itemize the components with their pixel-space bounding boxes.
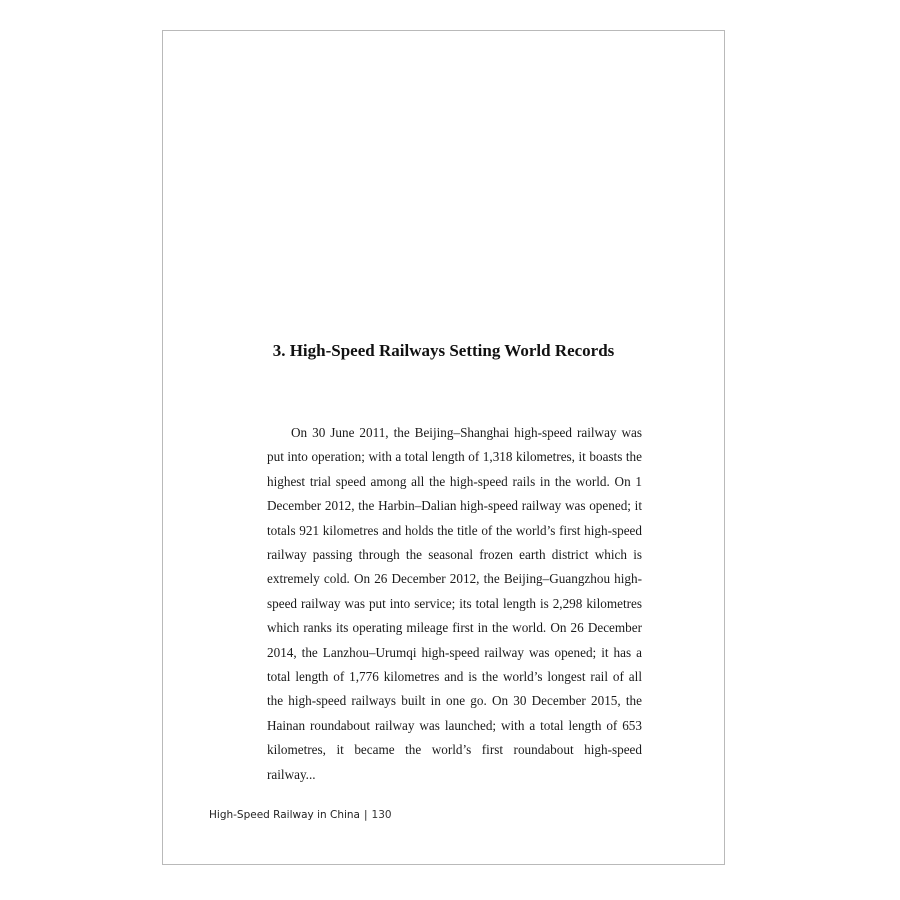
section-heading: 3. High-Speed Railways Setting World Records [272,341,615,360]
page-footer [209,809,392,821]
footer-separator: | [363,809,368,821]
footer-book-title: High-Speed Railway in China [209,809,360,821]
book-page [162,30,725,865]
page-number: 130 [371,809,392,821]
body-paragraph: On 30 June 2011, the Beijing–Shanghai high-speed railway was put into operation; with a total length of 1,318 kilometres, it boasts the highest trial speed among all the high-speed rails in the world. On 1 December 2012, the Harbin–Dalian high-speed railway was opened; it totals 921 kilometres and holds the title of the world’s first high-speed railway passing through the seasonal frozen earth district which is extremely cold. On 26 December 2012, the Beijing–Guangzhou high-speed railway was put into service; its total length is 2,298 kilometres which ranks its operating mileage first in the world. On 26 December 2014, the Lanzhou–Urumqi high-speed railway was opened; it has a total length of 1,776 kilometres and is the world’s longest rail of all the high-speed railways built in one go. On 30 December 2015, the Hainan roundabout railway was launched; with a total length of 653 kilometres, it became the world’s first roundabout high-speed railway... [267,425,642,782]
